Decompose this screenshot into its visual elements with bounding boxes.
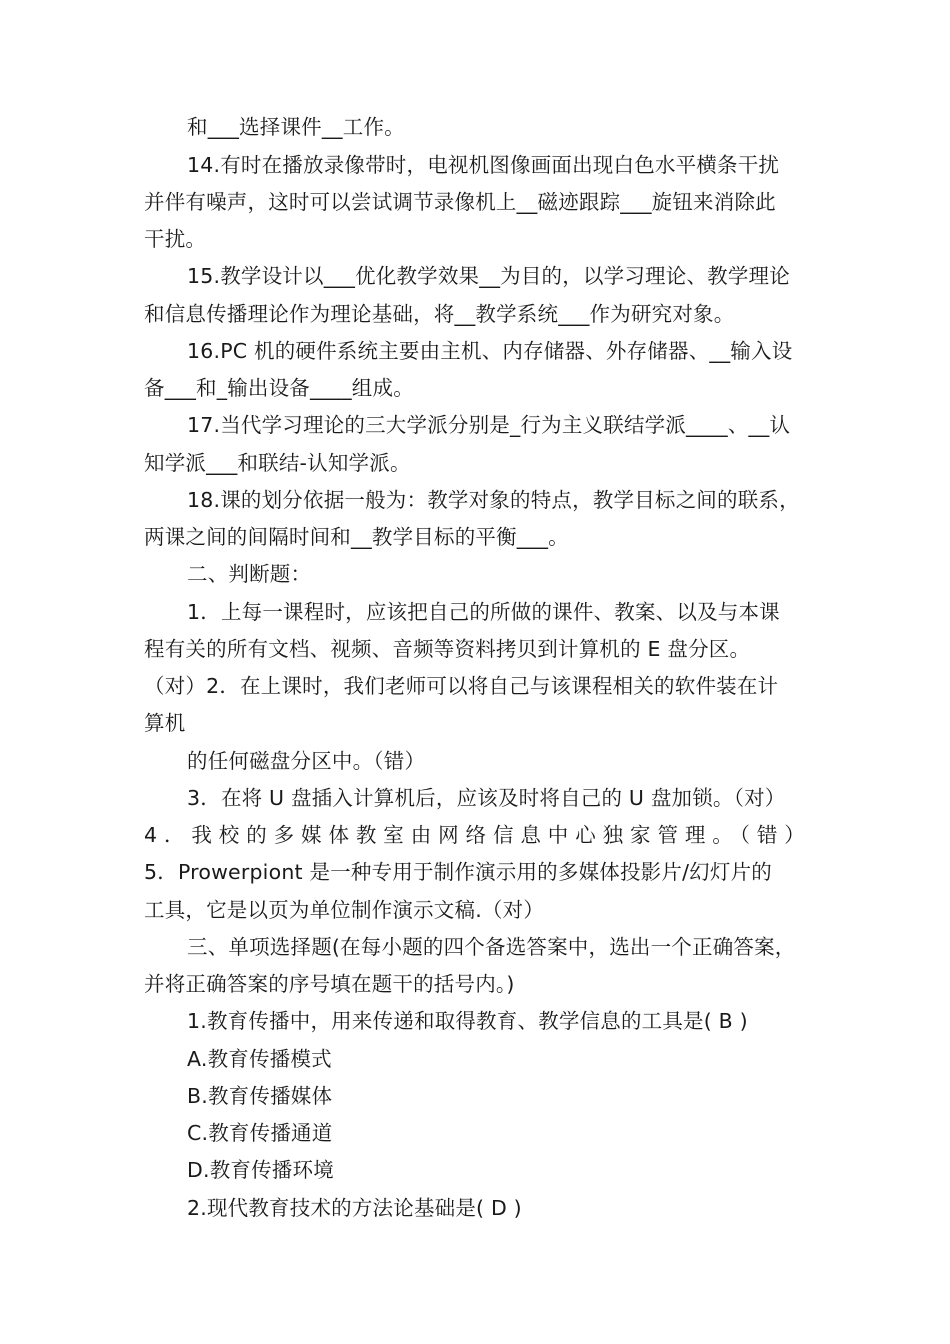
option-line: A.教育传播模式 bbox=[187, 1047, 332, 1071]
section-heading: 三、单项选择题(在每小题的四个备选答案中，选出一个正确答案， bbox=[187, 935, 796, 959]
text-line: 工具，它是以页为单位制作演示文稿.（对） bbox=[144, 898, 545, 922]
section-heading: 二、判断题： bbox=[187, 562, 312, 586]
text-line: 14.有时在播放录像带时，电视机图像画面出现白色水平横条干扰 bbox=[187, 153, 780, 177]
text-line: 和___选择课件__工作。 bbox=[187, 115, 405, 139]
text-line: 1．上每一课程时，应该把自己的所做的课件、教案、以及与本课 bbox=[187, 600, 780, 624]
text-line: 和信息传播理论作为理论基础，将__教学系统___作为研究对象。 bbox=[144, 302, 735, 326]
text-line: （对）2．在上课时，我们老师可以将自己与该课程相关的软件装在计 bbox=[144, 674, 779, 698]
option-line: C.教育传播通道 bbox=[187, 1121, 333, 1145]
text-line: 程有关的所有文档、视频、音频等资料拷贝到计算机的 E 盘分区。 bbox=[144, 637, 751, 661]
text-line: 两课之间的间隔时间和__教学目标的平衡___。 bbox=[144, 525, 569, 549]
question-line: 2.现代教育技术的方法论基础是( D ) bbox=[187, 1196, 522, 1220]
text-line: 的任何磁盘分区中。（错） bbox=[187, 749, 426, 773]
text-line: 15.教学设计以___优化教学效果__为目的，以学习理论、教学理论 bbox=[187, 264, 790, 288]
text-line: 干扰。 bbox=[144, 227, 207, 251]
text-line: 16.PC 机的硬件系统主要由主机、内存储器、外存储器、__输入设 bbox=[187, 339, 793, 363]
text-line: 算机 bbox=[144, 711, 186, 735]
text-line: 备___和_输出设备____组成。 bbox=[144, 376, 414, 400]
text-line: 18.课的划分依据一般为：教学对象的特点，教学目标之间的联系， bbox=[187, 488, 800, 512]
option-line: B.教育传播媒体 bbox=[187, 1084, 333, 1108]
text-line: 知学派___和联结-认知学派。 bbox=[144, 451, 411, 475]
option-line: D.教育传播环境 bbox=[187, 1158, 334, 1182]
text-line: 3．在将 U 盘插入计算机后，应该及时将自己的 U 盘加锁。（对） bbox=[187, 786, 786, 810]
text-line: 5．Prowerpiont 是一种专用于制作演示用的多媒体投影片/幻灯片的 bbox=[144, 860, 772, 884]
text-line: 17.当代学习理论的三大学派分别是_行为主义联结学派____、__认 bbox=[187, 413, 791, 437]
text-line: 4．我校的多媒体教室由网络信息中心独家管理。（错） bbox=[144, 823, 805, 847]
text-line: 并将正确答案的序号填在题干的括号内。) bbox=[144, 972, 515, 996]
question-line: 1.教育传播中，用来传递和取得教育、教学信息的工具是( B ) bbox=[187, 1009, 748, 1033]
text-line: 并伴有噪声，这时可以尝试调节录像机上__磁迹跟踪___旋钮来消除此 bbox=[144, 190, 776, 214]
